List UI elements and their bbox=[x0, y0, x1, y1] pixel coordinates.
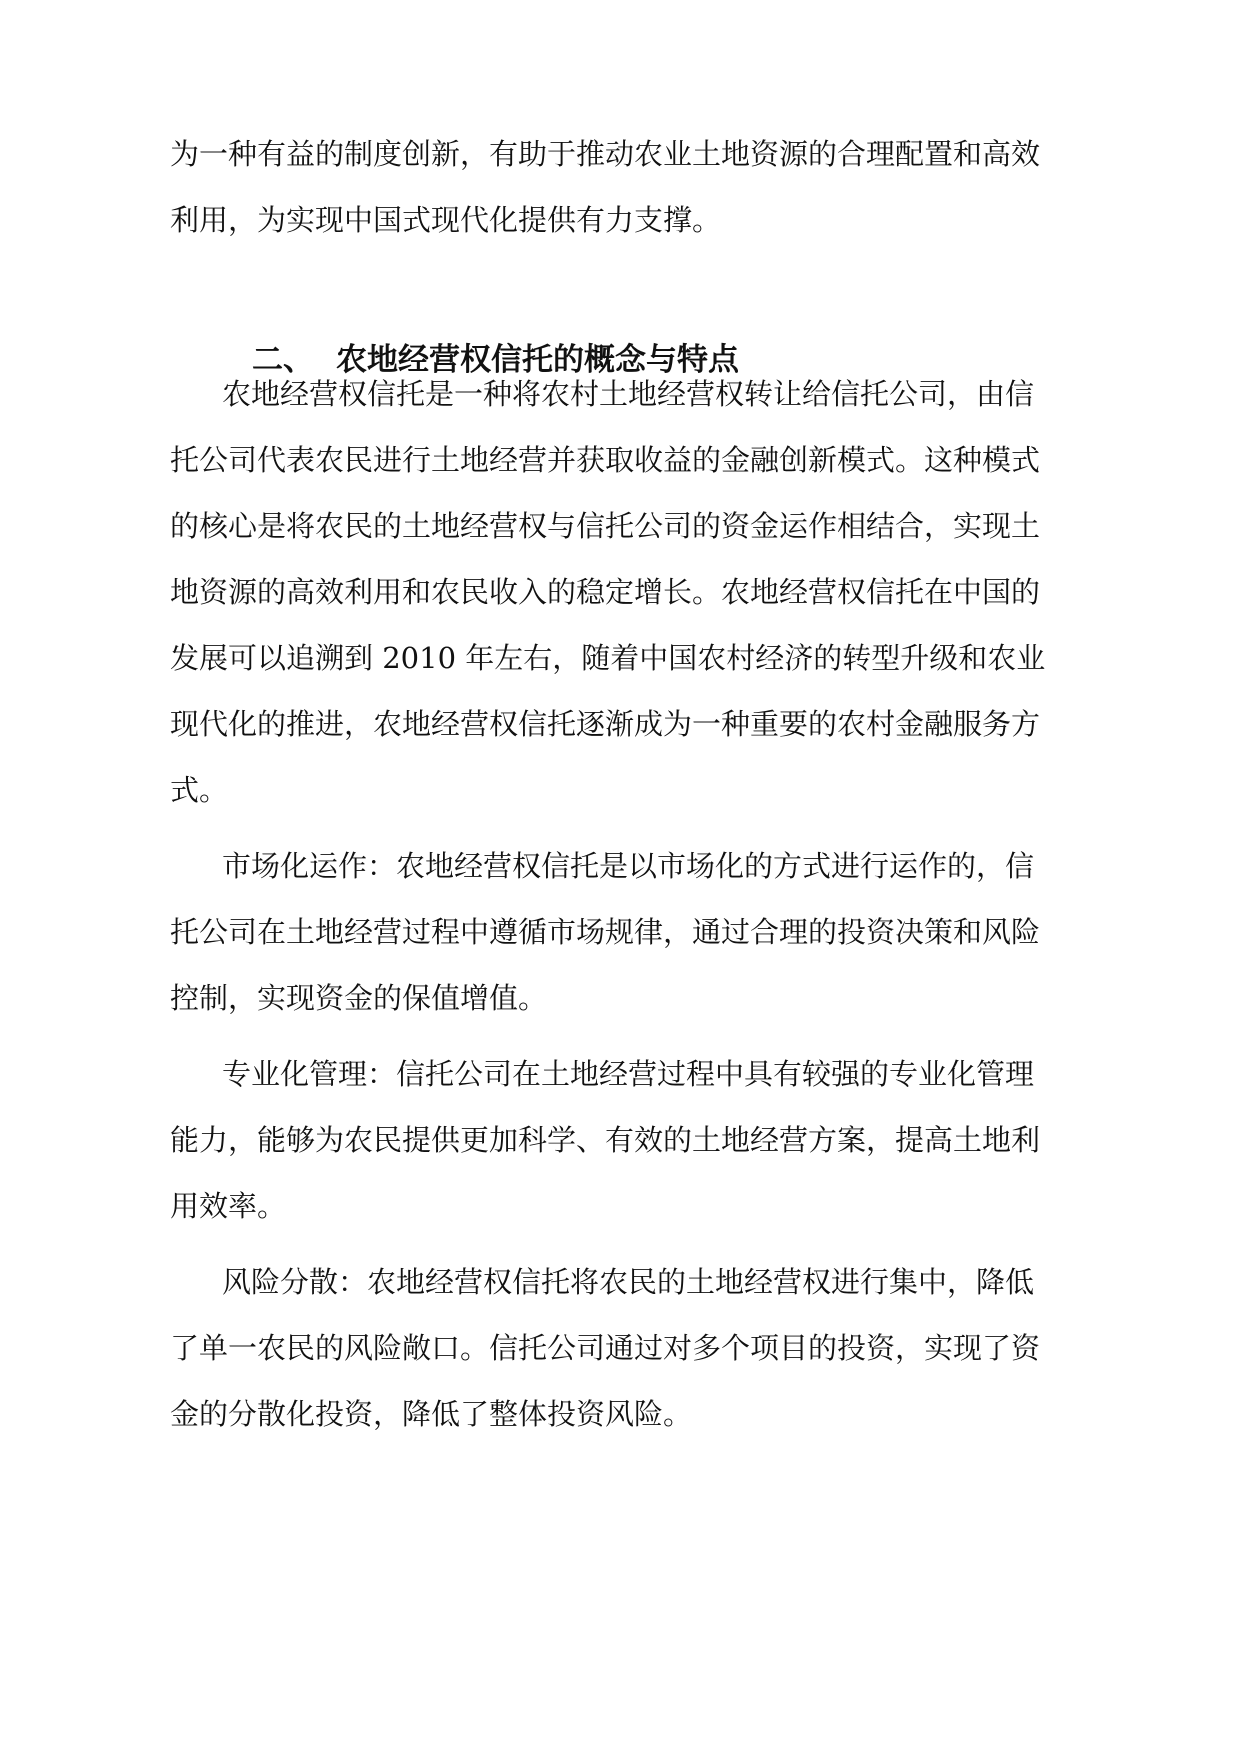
text-line bbox=[0, 770, 1241, 810]
text-line bbox=[0, 200, 1241, 240]
text-line bbox=[0, 1120, 1241, 1160]
paragraph-line: 地资源的高效利用和农民收入的稳定增长。农地经营权信托在中国的 bbox=[170, 575, 1041, 609]
text-line bbox=[0, 506, 1241, 546]
paragraph-line: 农地经营权信托是一种将农村土地经营权转让给信托公司，由信 bbox=[222, 377, 1035, 411]
paragraph-line: 控制，实现资金的保值增值。 bbox=[170, 981, 548, 1015]
text-line bbox=[0, 912, 1241, 952]
paragraph-line: 金的分散化投资，降低了整体投资风险。 bbox=[170, 1397, 693, 1431]
text-line bbox=[0, 1394, 1241, 1434]
section-title: 农地经营权信托的概念与特点 bbox=[336, 342, 739, 378]
text-line bbox=[0, 1186, 1241, 1226]
paragraph-line: 发展可以追溯到 2010 年左右，随着中国农村经济的转型升级和农业 bbox=[170, 641, 1046, 675]
text-line bbox=[0, 1054, 1241, 1094]
text-line bbox=[0, 572, 1241, 612]
section-number: 二、 bbox=[252, 342, 314, 378]
paragraph-line: 现代化的推进，农地经营权信托逐渐成为一种重要的农村金融服务方 bbox=[170, 707, 1041, 741]
text-line bbox=[0, 846, 1241, 886]
text-line bbox=[0, 978, 1241, 1018]
paragraph-line: 用效率。 bbox=[170, 1189, 287, 1223]
paragraph-line: 风险分散：农地经营权信托将农民的土地经营权进行集中，降低 bbox=[222, 1265, 1035, 1299]
text-line bbox=[0, 1328, 1241, 1368]
paragraph-line: 的核心是将农民的土地经营权与信托公司的资金运作相结合，实现土 bbox=[170, 509, 1041, 543]
text-line bbox=[0, 704, 1241, 744]
intro-line-2: 利用，为实现中国式现代化提供有力支撑。 bbox=[170, 203, 722, 237]
paragraph-line: 了单一农民的风险敞口。信托公司通过对多个项目的投资，实现了资 bbox=[170, 1331, 1041, 1365]
paragraph-line: 托公司代表农民进行土地经营并获取收益的金融创新模式。这种模式 bbox=[170, 443, 1041, 477]
text-line bbox=[0, 1262, 1241, 1302]
intro-line-1: 为一种有益的制度创新，有助于推动农业土地资源的合理配置和高效 bbox=[170, 137, 1041, 171]
text-line bbox=[0, 374, 1241, 414]
paragraph-line: 托公司在土地经营过程中遵循市场规律，通过合理的投资决策和风险 bbox=[170, 915, 1041, 949]
text-line bbox=[0, 638, 1241, 678]
paragraph-line: 式。 bbox=[170, 773, 229, 807]
paragraph-line: 能力，能够为农民提供更加科学、有效的土地经营方案，提高土地利 bbox=[170, 1123, 1041, 1157]
paragraph-line: 市场化运作：农地经营权信托是以市场化的方式进行运作的，信 bbox=[222, 849, 1035, 883]
text-line bbox=[0, 440, 1241, 480]
text-line bbox=[0, 134, 1241, 174]
paragraph-line: 专业化管理：信托公司在土地经营过程中具有较强的专业化管理 bbox=[222, 1057, 1035, 1091]
